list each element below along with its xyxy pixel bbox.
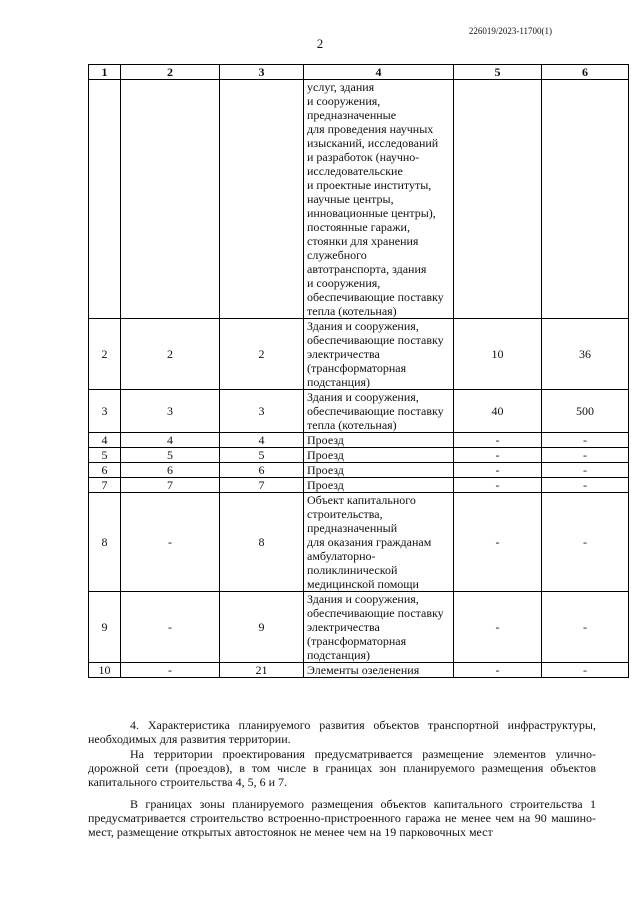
object-description-cell — [304, 463, 454, 478]
table-cell: 9 — [220, 592, 304, 663]
header-cell: 5 — [454, 65, 542, 80]
object-description-cell — [304, 592, 454, 663]
table-cell: - — [454, 663, 542, 678]
header-cell: 3 — [220, 65, 304, 80]
object-description-cell — [304, 478, 454, 493]
description-line: постоянные гаражи, — [307, 220, 410, 234]
description-line: подстанция) — [307, 648, 371, 662]
table-cell: 5 — [121, 448, 220, 463]
description-line: подстанция) — [307, 375, 371, 389]
table-cell — [89, 80, 121, 319]
description-line: Здания и сооружения, — [307, 592, 419, 606]
table-cell: 10 — [89, 663, 121, 678]
table-cell: 5 — [89, 448, 121, 463]
description-line: Проезд — [307, 433, 344, 447]
description-line: тепла (котельная) — [307, 418, 397, 432]
header-cell: 4 — [304, 65, 454, 80]
table-cell: - — [542, 663, 629, 678]
table-cell: 6 — [220, 463, 304, 478]
table-cell: - — [542, 478, 629, 493]
page-number: 2 — [316, 36, 324, 51]
table-row — [89, 663, 629, 678]
table-cell: 7 — [89, 478, 121, 493]
object-description-cell — [304, 493, 454, 592]
object-description-cell — [304, 448, 454, 463]
description-line: исследовательские — [307, 164, 403, 178]
table-cell: 9 — [89, 592, 121, 663]
table-cell: 10 — [454, 319, 542, 390]
table-row — [89, 592, 629, 663]
description-line: электричества — [307, 347, 380, 361]
table-row — [89, 493, 629, 592]
description-line: обеспечивающие поставку — [307, 290, 444, 304]
description-line: изысканий, исследований — [307, 136, 439, 150]
description-line: автотранспорта, здания — [307, 262, 427, 276]
table-cell — [542, 80, 629, 319]
description-line: тепла (котельная) — [307, 304, 397, 318]
header-cell: 1 — [89, 65, 121, 80]
planning-table — [88, 64, 629, 678]
table-row — [89, 319, 629, 390]
table-cell: 2 — [121, 319, 220, 390]
description-line: услуг, здания — [307, 80, 375, 94]
table-row — [89, 478, 629, 493]
table-cell: - — [121, 493, 220, 592]
header-cell: 6 — [542, 65, 629, 80]
description-line: (трансформаторная — [307, 361, 407, 375]
table-cell: - — [454, 433, 542, 448]
table-cell: - — [454, 592, 542, 663]
description-line: обеспечивающие поставку — [307, 333, 444, 347]
description-line: и сооружения, — [307, 276, 381, 290]
document-number: 226019/2023-11700(1) — [468, 26, 552, 36]
description-line: научные центры, — [307, 192, 394, 206]
description-line: и разработок (научно- — [307, 150, 420, 164]
description-line: для проведения научных — [307, 122, 434, 136]
table-row — [89, 390, 629, 433]
description-line: предназначенные — [307, 108, 397, 122]
object-description-cell — [304, 433, 454, 448]
description-line: инновационные центры), — [307, 206, 436, 220]
body-paragraph: На территории проектирования предусматривается размещение элементов улично-дорожной сети (проездов), в том числе в границах зон планируемого размещения объектов капитального строительства 4, 5, 6 и 7. — [88, 747, 596, 789]
table-cell — [454, 80, 542, 319]
table-cell: 3 — [89, 390, 121, 433]
description-line: и проектные институты, — [307, 178, 432, 192]
table-cell: - — [454, 448, 542, 463]
table-cell: 21 — [220, 663, 304, 678]
description-line: для оказания гражданам — [307, 535, 432, 549]
object-description-cell — [304, 663, 454, 678]
description-line: поликлинической — [307, 563, 398, 577]
description-line: Проезд — [307, 478, 344, 492]
description-line: предназначенный — [307, 521, 398, 535]
description-line: служебного — [307, 248, 367, 262]
header-cell: 2 — [121, 65, 220, 80]
table-cell: 36 — [542, 319, 629, 390]
description-line: Объект капитального — [307, 493, 416, 507]
description-line: электричества — [307, 620, 380, 634]
table-cell: 2 — [220, 319, 304, 390]
description-line: строительства, — [307, 507, 383, 521]
table-cell — [121, 80, 220, 319]
table-cell: - — [121, 592, 220, 663]
table-cell: - — [542, 493, 629, 592]
table-cell: 8 — [89, 493, 121, 592]
table-cell: - — [454, 463, 542, 478]
table-cell: 3 — [121, 390, 220, 433]
table-header-row — [89, 65, 629, 80]
table-cell: - — [542, 433, 629, 448]
table-cell: 8 — [220, 493, 304, 592]
table-cell: 3 — [220, 390, 304, 433]
table-row — [89, 80, 629, 319]
description-line: обеспечивающие поставку — [307, 606, 444, 620]
description-line: амбулаторно- — [307, 549, 376, 563]
description-line: Здания и сооружения, — [307, 390, 419, 404]
table-cell: 5 — [220, 448, 304, 463]
table-cell: 500 — [542, 390, 629, 433]
table-cell: - — [454, 493, 542, 592]
description-line: Проезд — [307, 463, 344, 477]
object-description-cell — [304, 390, 454, 433]
table-cell: 6 — [89, 463, 121, 478]
table-cell: - — [454, 478, 542, 493]
description-line: обеспечивающие поставку — [307, 404, 444, 418]
table-cell: 2 — [89, 319, 121, 390]
description-line: медицинской помощи — [307, 577, 419, 591]
section-heading: 4. Характеристика планируемого развития объектов транспортной инфраструктуры, необходимых для развития территории. — [88, 718, 596, 746]
object-description-cell — [304, 80, 454, 319]
description-line: Здания и сооружения, — [307, 319, 419, 333]
table-cell: 4 — [121, 433, 220, 448]
table-cell — [220, 80, 304, 319]
table-cell: - — [542, 448, 629, 463]
table-row — [89, 463, 629, 478]
table-cell: 4 — [220, 433, 304, 448]
table-cell: 6 — [121, 463, 220, 478]
description-line: (трансформаторная — [307, 634, 407, 648]
object-description-cell — [304, 319, 454, 390]
table-cell: 7 — [220, 478, 304, 493]
description-line: Элементы озеленения — [307, 663, 420, 677]
table-cell: 7 — [121, 478, 220, 493]
table-cell: 4 — [89, 433, 121, 448]
table-cell: - — [542, 592, 629, 663]
description-line: и сооружения, — [307, 94, 381, 108]
table-row — [89, 433, 629, 448]
table-row — [89, 448, 629, 463]
description-line: Проезд — [307, 448, 344, 462]
description-line: стоянки для хранения — [307, 234, 419, 248]
body-paragraph: В границах зоны планируемого размещения объектов капитального строительства 1 предусматривается строительство встроенно-пристроенного гаража не менее чем на 90 машино-мест, размещение открытых автостоянок не менее чем на 19 парковочных мест — [88, 797, 596, 839]
table-cell: - — [542, 463, 629, 478]
table-cell: - — [121, 663, 220, 678]
table-cell: 40 — [454, 390, 542, 433]
